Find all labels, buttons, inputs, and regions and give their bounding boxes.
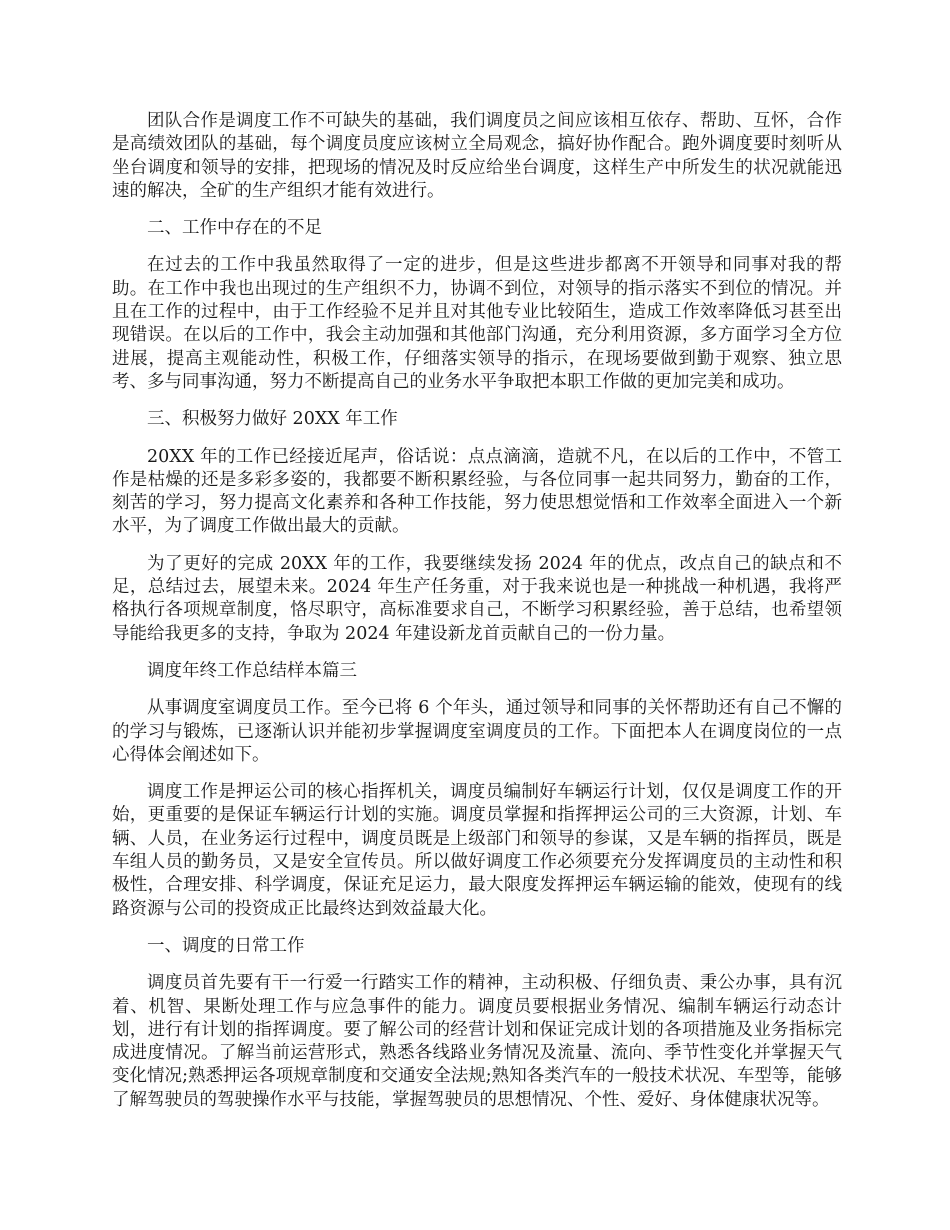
heading-next-year-work: 三、积极努力做好 20XX 年工作 — [147, 409, 398, 430]
paragraph-shortcomings: 在过去的工作中我虽然取得了一定的进步，但是这些进步都离不开领导和同事对我的帮助。在工作中我也出现过的生产组织不力，协调不到位，对领导的指示落实不到位的情况。并且在工作的过程中，由于工作经验不足并且对其他专业比较陌生，造成工作效率降低习甚至出现错误。在以后的工作中，我会主动加强和其他部门沟通，充分利用资源，多方面学习全方位进展，提高主观能动性，积极工作，仔细落实领导的指示，在现场要做到勤于观察、独立思考、多与同事沟通，努力不断提高自己的业务水平争取把本职工作做的更加完美和成功。 — [112, 255, 842, 392]
paragraph-plans: 为了更好的完成 20XX 年的工作，我要继续发扬 2024 年的优点，改点自己的缺点和不足，总结过去，展望未来。2024 年生产任务重，对于我来说也是一种挑战一种机遇，我将严格执行各项规章制度，恪尽职守，高标准要求自己，不断学习积累经验，善于总结，也希望领导能给我更多的支持，争取为 2024 年建设新龙首贡献自己的一份力量。 — [112, 553, 842, 644]
paragraph-daily-work: 调度员首先要有干一行爱一行踏实工作的精神，主动积极、仔细负责、秉公办事，具有沉着、机智、果断处理工作与应急事件的能力。调度员要根据业务情况、编制车辆运行动态计划，进行有计划的指挥调度。要了解公司的经营计划和保证完成计划的各项措施及业务指标完成进度情况。了解当前运营形式，熟悉各线路业务情况及流量、流向、季节性变化并掌握天气变化情况;熟悉押运各项规章制度和交通安全法规;熟知各类汽车的一般技术状况、车型等，能够了解驾驶员的驾驶操作水平与技能，掌握驾驶员的思想情况、个性、爱好、身体健康状况等。 — [112, 973, 842, 1110]
paragraph-dispatch-core: 调度工作是押运公司的核心指挥机关，调度员编制好车辆运行计划，仅仅是调度工作的开始，更重要的是保证车辆运行计划的实施。调度员掌握和指挥押运公司的三大资源，计划、车辆、人员，在业务运行过程中，调度员既是上级部门和领导的参谋，又是车辆的指挥员，既是车组人员的勤务员，又是安全宣传员。所以做好调度工作必须要充分发挥调度员的主动性和积极性，合理安排、科学调度，保证充足运力，最大限度发挥押运车辆运输的能效，使现有的线路资源与公司的投资成正比最终达到效益最大化。 — [112, 782, 842, 919]
heading-sample-three: 调度年终工作总结样本篇三 — [147, 660, 357, 681]
paragraph-teamwork: 团队合作是调度工作不可缺失的基础，我们调度员之间应该相互依存、帮助、互怀，合作是高绩效团队的基础，每个调度员度应该树立全局观念，搞好协作配合。跑外调度要时刻听从坐台调度和领导的安排，把现场的情况及时反应给坐台调度，这样生产中所发生的状况就能迅速的解决，全矿的生产组织才能有效进行。 — [112, 111, 842, 201]
document-page — [112, 110, 842, 1126]
paragraph-year-end: 20XX 年的工作已经接近尾声，俗话说：点点滴滴，造就不凡，在以后的工作中，不管工作是枯燥的还是多彩多姿的，我都要不断积累经验，与各位同事一起共同努力，勤奋的工作，刻苦的学习，努力提高文化素养和各种工作技能，努力使思想觉悟和工作效率全面进入一个新水平，为了调度工作做出最大的贡献。 — [112, 446, 842, 537]
paragraph-intro: 从事调度室调度员工作。至今已将 6 个年头，通过领导和同事的关怀帮助还有自己不懈的的学习与锻炼，已逐渐认识并能初步掌握调度室调度员的工作。下面把本人在调度岗位的一点心得体会阐述如下。 — [112, 698, 842, 765]
heading-daily-work: 一、调度的日常工作 — [147, 935, 305, 956]
heading-shortcomings: 二、工作中存在的不足 — [147, 218, 322, 239]
